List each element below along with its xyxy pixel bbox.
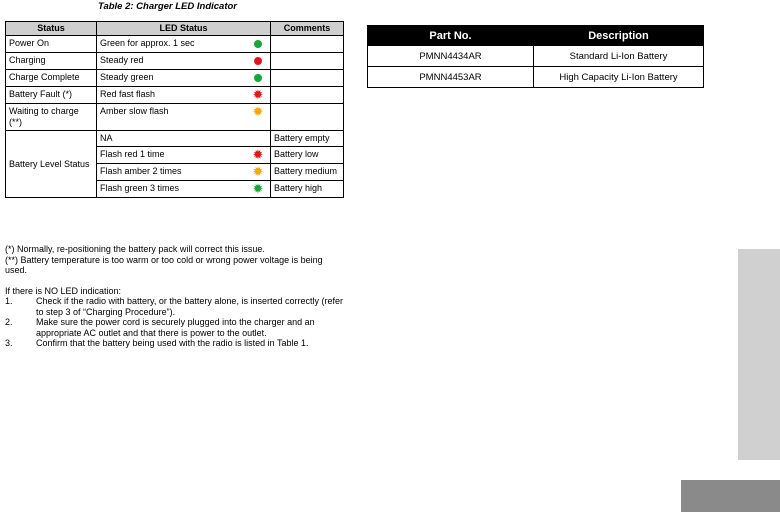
parts-header-row <box>368 26 704 46</box>
led-status-text: Amber slow flash <box>100 106 169 116</box>
note-single-asterisk: (*) Normally, re-positioning the battery pack will correct this issue. <box>5 244 265 254</box>
amber-flash-icon: ✹ <box>252 104 264 119</box>
led-status-cell <box>97 131 271 147</box>
status-cell: Waiting to charge (**) <box>6 104 97 131</box>
led-status-cell <box>97 87 271 104</box>
comment-cell <box>271 104 344 131</box>
step-item <box>5 296 345 317</box>
comment-cell: Battery low <box>271 147 344 164</box>
part-number-cell: PMNN4434AR <box>368 46 534 67</box>
comment-cell: Battery high <box>271 181 344 198</box>
charger-led-table <box>5 21 344 198</box>
led-status-cell <box>97 164 271 181</box>
description-cell: Standard Li-Ion Battery <box>534 46 704 67</box>
table-row <box>6 131 344 147</box>
header-status: Status <box>6 22 97 36</box>
led-status-cell <box>97 53 271 70</box>
comment-cell <box>271 36 344 53</box>
led-status-text: Steady green <box>100 72 154 82</box>
description-cell: High Capacity Li-Ion Battery <box>534 67 704 88</box>
amber-flash-icon: ✹ <box>252 164 264 179</box>
red-dot <box>251 55 265 67</box>
table-row <box>6 104 344 131</box>
status-cell: Charge Complete <box>6 70 97 87</box>
no-led-heading: If there is NO LED indication: <box>5 285 122 296</box>
comment-cell: Battery medium <box>271 164 344 181</box>
comment-cell <box>271 87 344 104</box>
step-number: 3. <box>5 338 13 348</box>
step-number: 1. <box>5 296 13 306</box>
green-dot <box>251 72 265 84</box>
header-part-no: Part No. <box>368 26 534 46</box>
led-status-cell <box>97 147 271 164</box>
led-status-cell <box>97 36 271 53</box>
header-led-status: LED Status <box>97 22 271 36</box>
battery-level-status-cell: Battery Level Status <box>6 131 97 198</box>
battery-parts-table <box>367 25 704 88</box>
step-text: Check if the radio with battery, or the battery alone, is inserted correctly (refer to step 3 of “Charging Procedure”). <box>36 296 343 317</box>
step-item <box>5 338 345 349</box>
table-row <box>368 46 704 67</box>
red-flash-icon: ✹ <box>252 147 264 162</box>
header-comments: Comments <box>271 22 344 36</box>
step-text: Make sure the power cord is securely plugged into the charger and an appropriate AC outlet and that there is power to the outlet. <box>36 317 315 338</box>
comment-cell: Battery empty <box>271 131 344 147</box>
troubleshooting-steps <box>5 296 345 349</box>
table-header-row <box>6 22 344 36</box>
note-double-asterisk: (**) Battery temperature is too warm or too cold or wrong power voltage is being used. <box>5 254 323 275</box>
notes-section <box>5 244 345 349</box>
status-cell: Power On <box>6 36 97 53</box>
table-row <box>6 70 344 87</box>
led-status-text: Flash red 1 time <box>100 149 165 159</box>
table-row <box>6 53 344 70</box>
led-status-text: Flash amber 2 times <box>100 166 182 176</box>
table-caption: Table 2: Charger LED Indicator <box>98 1 238 12</box>
status-cell: Battery Fault (*) <box>6 87 97 104</box>
led-status-cell <box>97 70 271 87</box>
table-row <box>6 87 344 104</box>
status-cell: Charging <box>6 53 97 70</box>
led-status-cell <box>97 181 271 198</box>
step-item <box>5 317 345 338</box>
green-dot <box>251 38 265 50</box>
led-status-text: Steady red <box>100 55 144 65</box>
comment-cell <box>271 53 344 70</box>
led-status-text: NA <box>100 133 113 143</box>
header-description: Description <box>534 26 704 46</box>
comment-cell <box>271 70 344 87</box>
red-flash-icon: ✹ <box>252 87 264 102</box>
led-status-text: Flash green 3 times <box>100 183 180 193</box>
led-status-text: Red fast flash <box>100 89 156 99</box>
led-status-text: Green for approx. 1 sec <box>100 38 195 48</box>
page-number-tab <box>681 480 780 512</box>
part-number-cell: PMNN4453AR <box>368 67 534 88</box>
step-number: 2. <box>5 317 13 327</box>
green-flash-icon: ✹ <box>252 181 264 196</box>
step-text: Confirm that the battery being used with the radio is listed in Table 1. <box>36 338 309 348</box>
table-row <box>368 67 704 88</box>
table-row <box>6 36 344 53</box>
side-section-tab <box>738 249 780 460</box>
led-status-cell <box>97 104 271 131</box>
